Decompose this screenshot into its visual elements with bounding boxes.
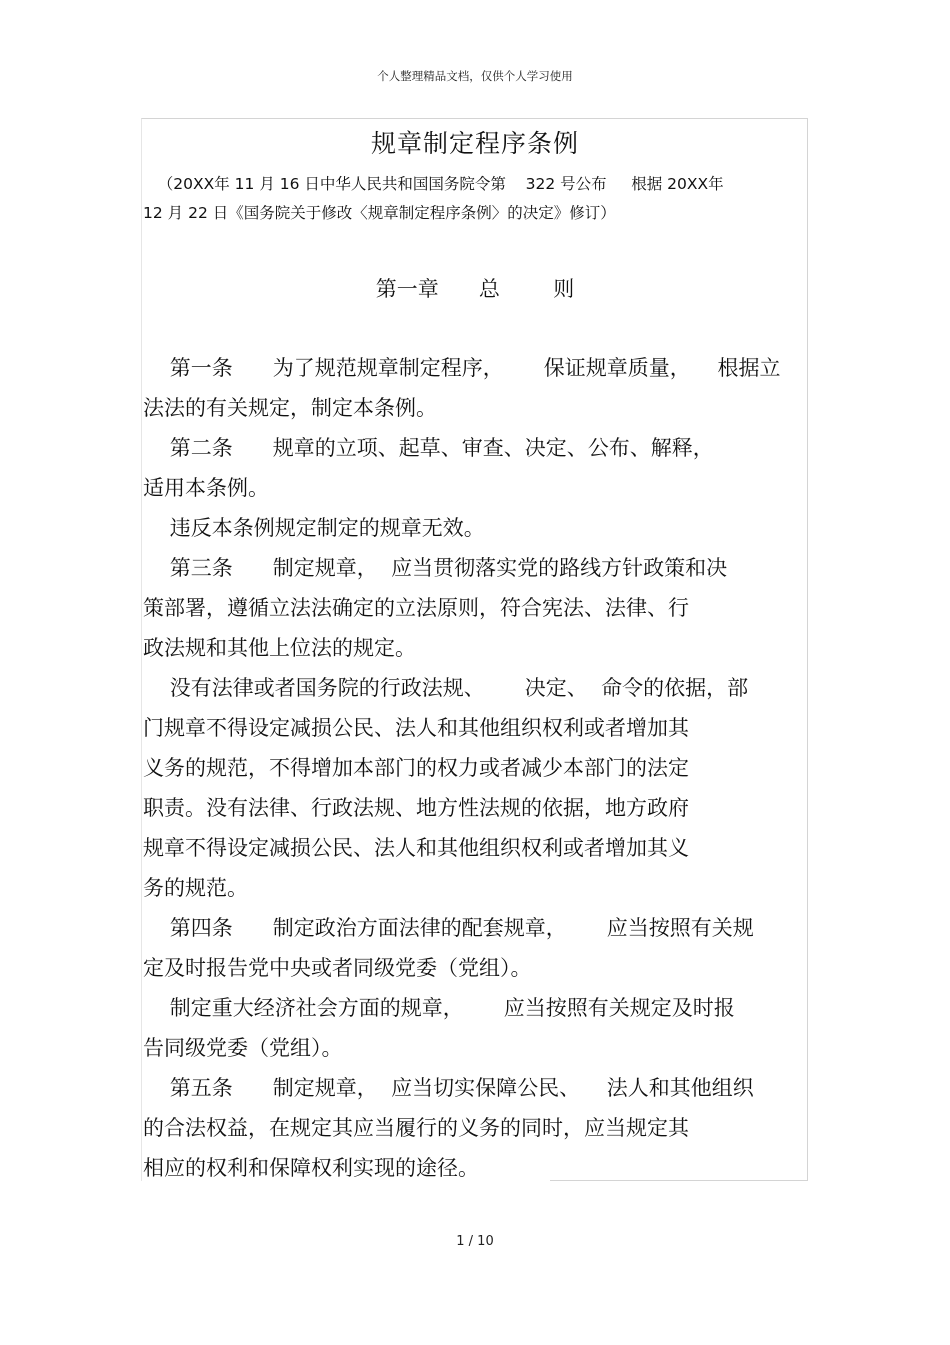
body-line: 第五条 制定规章， 应当切实保障公民、 法人和其他组织 — [143, 1076, 754, 1100]
body-line: 规章不得设定减损公民、法人和其他组织权利或者增加其义 — [143, 836, 689, 860]
body-line: 违反本条例规定制定的规章无效。 — [143, 516, 485, 540]
body-line: 第三条 制定规章， 应当贯彻落实党的路线方针政策和决 — [143, 556, 728, 580]
body-line: 义务的规范，不得增加本部门的权力或者减少本部门的法定 — [143, 756, 689, 780]
document-title: 规章制定程序条例 — [370, 129, 579, 158]
body-line: 第四条 制定政治方面法律的配套规章， 应当按照有关规 — [143, 916, 754, 940]
body-line: 第一条 为了规范规章制定程序， 保证规章质量， 根据立 — [143, 356, 781, 380]
page-frame-bottom-edge — [550, 1180, 807, 1181]
body-line: 的合法权益，在规定其应当履行的义务的同时，应当规定其 — [143, 1116, 689, 1140]
body-line: 政法规和其他上位法的规定。 — [143, 636, 416, 660]
body-line: 相应的权利和保障权利实现的途径。 — [143, 1156, 479, 1180]
body-line: 制定重大经济社会方面的规章， 应当按照有关规定及时报 — [143, 996, 735, 1020]
body-line: 适用本条例。 — [143, 476, 269, 500]
body-line: 职责。没有法律、行政法规、地方性法规的依据，地方政府 — [143, 796, 689, 820]
body-line: 第二条 规章的立项、起草、审查、决定、公布、解释， — [143, 436, 714, 460]
page-number: 1 / 10 — [456, 1234, 494, 1249]
subtitle-line: （20XX年 11 月 16 日中华人民共和国国务院令第 322 号公布 根据 20XX年 — [143, 175, 724, 193]
chapter-heading: 第一章 总 则 — [375, 277, 575, 301]
body-line: 法法的有关规定，制定本条例。 — [143, 396, 437, 420]
body-line: 门规章不得设定减损公民、法人和其他组织权利或者增加其 — [143, 716, 689, 740]
body-line: 策部署，遵循立法法确定的立法原则，符合宪法、法律、行 — [143, 596, 689, 620]
subtitle-line: 12 月 22 日《国务院关于修改〈规章制定程序条例〉的决定》修订） — [143, 204, 616, 222]
body-line: 务的规范。 — [143, 876, 248, 900]
body-line: 没有法律或者国务院的行政法规、 决定、 命令的依据，部 — [143, 676, 749, 700]
header-note: 个人整理精品文档，仅供个人学习使用 — [377, 69, 573, 83]
body-line: 定及时报告党中央或者同级党委（党组）。 — [143, 956, 532, 980]
body-line: 告同级党委（党组）。 — [143, 1036, 343, 1060]
